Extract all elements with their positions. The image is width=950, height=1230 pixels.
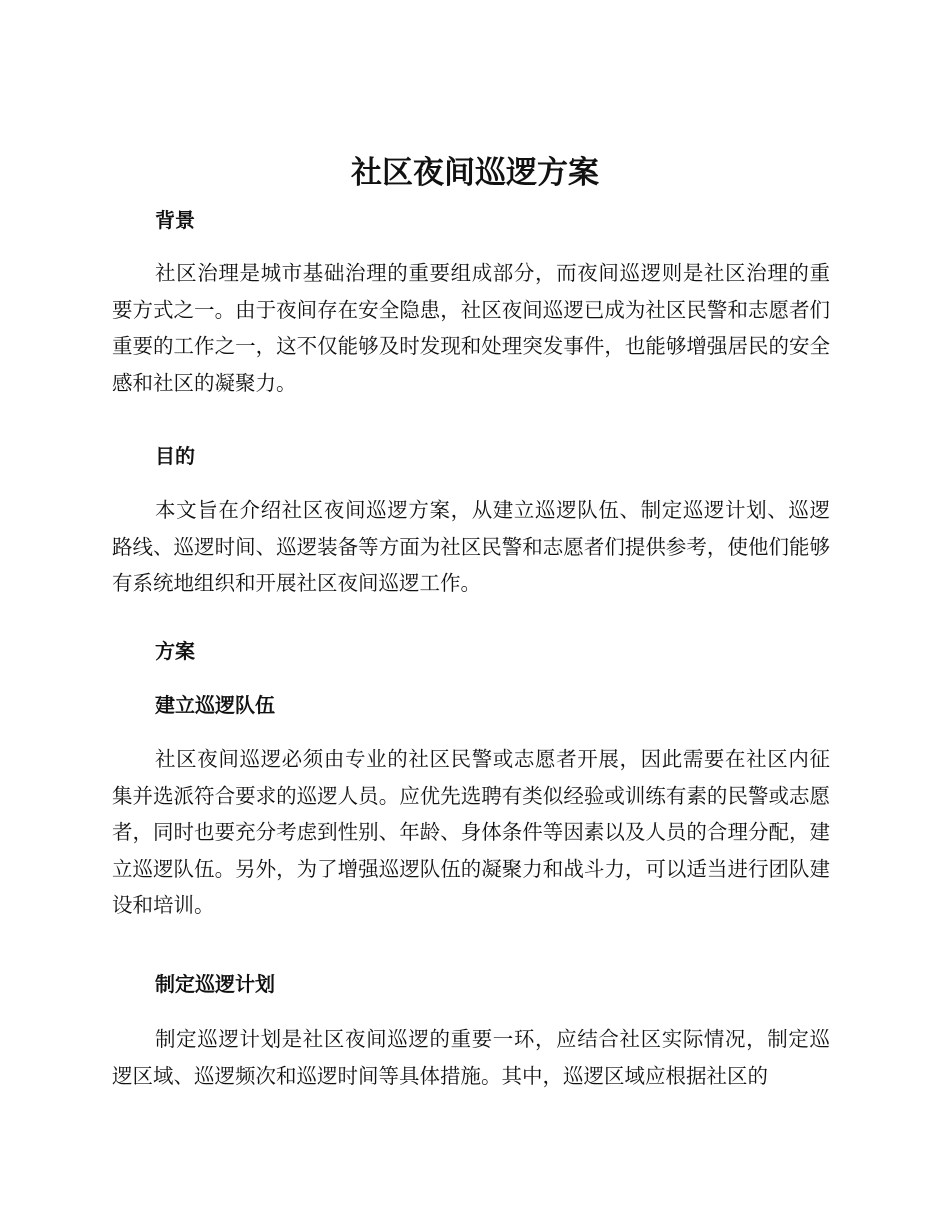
document-title: 社区夜间巡逻方案	[351, 155, 599, 191]
section-paragraph-purpose: 本文旨在介绍社区夜间巡逻方案，从建立巡逻队伍、制定巡逻计划、巡逻路线、巡逻时间、巡逻装备等方面为社区民警和志愿者们提供参考，使他们能够有系统地组织和开展社区夜间巡逻工作。	[112, 498, 830, 596]
section-paragraph-schedule: 制定巡逻计划是社区夜间巡逻的重要一环，应结合社区实际情况，制定巡逻区域、巡逻频次和巡逻时间等具体措施。其中，巡逻区域应根据社区的	[112, 1027, 830, 1088]
section-heading-purpose: 目的	[155, 444, 195, 468]
section-paragraph-background: 社区治理是城市基础治理的重要组成部分，而夜间巡逻则是社区治理的重要方式之一。由于夜间存在安全隐患，社区夜间巡逻已成为社区民警和志愿者们重要的工作之一，这不仅能够及时发现和处理突发事件，也能够增强居民的安全感和社区的凝聚力。	[112, 261, 830, 395]
section-heading-plan: 方案	[155, 639, 195, 663]
section-heading-background: 背景	[155, 208, 195, 232]
section-heading-team: 建立巡逻队伍	[155, 693, 275, 717]
section-heading-schedule: 制定巡逻计划	[155, 972, 275, 996]
section-paragraph-team: 社区夜间巡逻必须由专业的社区民警或志愿者开展，因此需要在社区内征集并选派符合要求的巡逻人员。应优先选聘有类似经验或训练有素的民警或志愿者，同时也要充分考虑到性别、年龄、身体条件等因素以及人员的合理分配，建立巡逻队伍。另外，为了增强巡逻队伍的凝聚力和战斗力，可以适当进行团队建设和培训。	[112, 747, 830, 918]
